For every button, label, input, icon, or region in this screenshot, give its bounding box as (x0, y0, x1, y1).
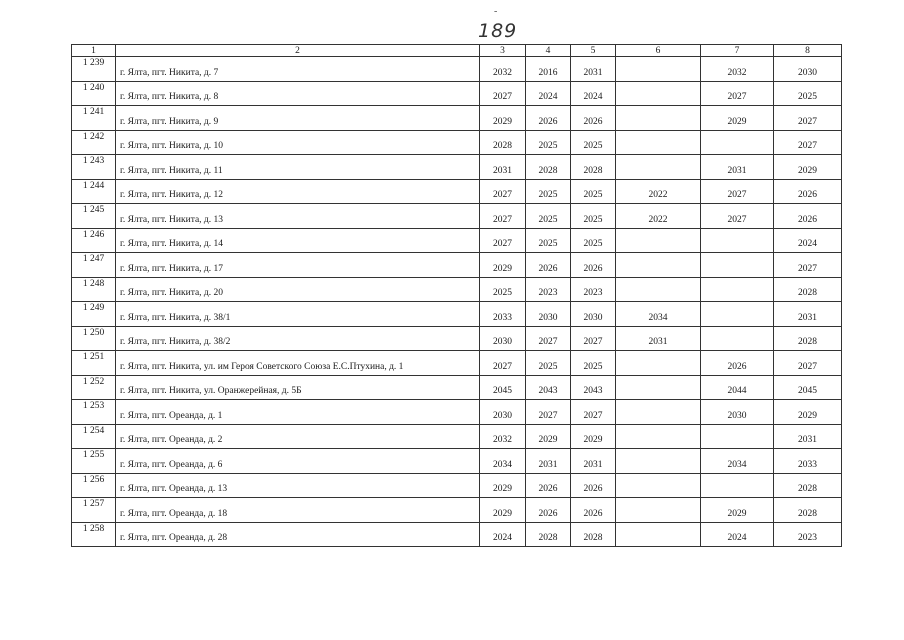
table-row (72, 498, 842, 523)
cell-col-3: 2025 (480, 277, 526, 302)
address-cell: г. Ялта, пгт. Ореанда, д. 1 (116, 400, 480, 425)
column-header-8: 8 (774, 45, 842, 57)
cell-col-3: 2029 (480, 106, 526, 131)
row-number: 1 253 (72, 400, 116, 425)
table-row (72, 204, 842, 229)
row-number: 1 247 (72, 253, 116, 278)
column-header-2: 2 (116, 45, 480, 57)
cell-col-4: 2016 (526, 57, 571, 82)
cell-col-7: 2029 (701, 106, 774, 131)
cell-col-5: 2026 (571, 253, 616, 278)
cell-col-4: 2024 (526, 81, 571, 106)
column-header-3: 3 (480, 45, 526, 57)
cell-col-5: 2043 (571, 375, 616, 400)
schedule-table (71, 44, 842, 547)
cell-col-4: 2043 (526, 375, 571, 400)
cell-col-3: 2024 (480, 522, 526, 547)
table-row (72, 375, 842, 400)
address-cell: г. Ялта, пгт. Никита, д. 8 (116, 81, 480, 106)
cell-col-4: 2025 (526, 204, 571, 229)
cell-col-7: 2044 (701, 375, 774, 400)
cell-col-4: 2028 (526, 522, 571, 547)
cell-col-8: 2023 (774, 522, 842, 547)
address-cell: г. Ялта, пгт. Никита, ул. им Героя Советского Союза Е.С.Птухина, д. 1 (116, 351, 480, 376)
cell-col-7 (701, 473, 774, 498)
cell-col-3: 2027 (480, 204, 526, 229)
cell-col-5: 2027 (571, 326, 616, 351)
row-number: 1 257 (72, 498, 116, 523)
address-cell: г. Ялта, пгт. Ореанда, д. 6 (116, 449, 480, 474)
cell-col-3: 2030 (480, 400, 526, 425)
cell-col-8: 2027 (774, 253, 842, 278)
cell-col-4: 2031 (526, 449, 571, 474)
table-row (72, 253, 842, 278)
table-row (72, 228, 842, 253)
column-header-6: 6 (616, 45, 701, 57)
cell-col-5: 2025 (571, 228, 616, 253)
cell-col-6 (616, 498, 701, 523)
cell-col-6 (616, 277, 701, 302)
table-row (72, 400, 842, 425)
table-row (72, 57, 842, 82)
cell-col-5: 2026 (571, 473, 616, 498)
table-row (72, 302, 842, 327)
table-row (72, 326, 842, 351)
cell-col-4: 2026 (526, 473, 571, 498)
cell-col-7 (701, 326, 774, 351)
row-number: 1 240 (72, 81, 116, 106)
cell-col-3: 2034 (480, 449, 526, 474)
cell-col-7 (701, 228, 774, 253)
cell-col-5: 2025 (571, 179, 616, 204)
cell-col-7 (701, 277, 774, 302)
table-row (72, 130, 842, 155)
cell-col-8: 2027 (774, 130, 842, 155)
cell-col-3: 2045 (480, 375, 526, 400)
cell-col-5: 2026 (571, 106, 616, 131)
cell-col-3: 2029 (480, 498, 526, 523)
cell-col-7 (701, 302, 774, 327)
table-row (72, 155, 842, 180)
row-number: 1 252 (72, 375, 116, 400)
page-number: 189 (478, 20, 518, 42)
address-cell: г. Ялта, пгт. Ореанда, д. 2 (116, 424, 480, 449)
row-number: 1 239 (72, 57, 116, 82)
cell-col-5: 2030 (571, 302, 616, 327)
cell-col-5: 2027 (571, 400, 616, 425)
cell-col-3: 2029 (480, 253, 526, 278)
row-number: 1 254 (72, 424, 116, 449)
cell-col-3: 2027 (480, 351, 526, 376)
row-number: 1 251 (72, 351, 116, 376)
cell-col-7 (701, 130, 774, 155)
table-row (72, 522, 842, 547)
cell-col-5: 2023 (571, 277, 616, 302)
address-cell: г. Ялта, пгт. Никита, д. 14 (116, 228, 480, 253)
cell-col-4: 2029 (526, 424, 571, 449)
cell-col-6 (616, 130, 701, 155)
cell-col-8: 2026 (774, 179, 842, 204)
cell-col-7 (701, 424, 774, 449)
cell-col-6 (616, 400, 701, 425)
cell-col-3: 2029 (480, 473, 526, 498)
cell-col-6 (616, 155, 701, 180)
address-cell: г. Ялта, пгт. Никита, д. 12 (116, 179, 480, 204)
cell-col-4: 2027 (526, 326, 571, 351)
cell-col-5: 2031 (571, 449, 616, 474)
cell-col-6 (616, 473, 701, 498)
cell-col-8: 2045 (774, 375, 842, 400)
cell-col-6 (616, 106, 701, 131)
table-row (72, 351, 842, 376)
address-cell: г. Ялта, пгт. Ореанда, д. 28 (116, 522, 480, 547)
address-cell: г. Ялта, пгт. Никита, ул. Оранжерейная, д. 5Б (116, 375, 480, 400)
cell-col-7: 2034 (701, 449, 774, 474)
row-number: 1 258 (72, 522, 116, 547)
column-header-1: 1 (72, 45, 116, 57)
cell-col-6 (616, 522, 701, 547)
cell-col-6: 2031 (616, 326, 701, 351)
row-number: 1 250 (72, 326, 116, 351)
row-number: 1 243 (72, 155, 116, 180)
cell-col-4: 2026 (526, 253, 571, 278)
cell-col-6 (616, 228, 701, 253)
column-header-5: 5 (571, 45, 616, 57)
cell-col-4: 2023 (526, 277, 571, 302)
cell-col-5: 2031 (571, 57, 616, 82)
cell-col-3: 2027 (480, 81, 526, 106)
row-number: 1 241 (72, 106, 116, 131)
cell-col-5: 2025 (571, 130, 616, 155)
cell-col-8: 2029 (774, 400, 842, 425)
cell-col-7: 2024 (701, 522, 774, 547)
cell-col-5: 2029 (571, 424, 616, 449)
column-header-7: 7 (701, 45, 774, 57)
cell-col-4: 2025 (526, 351, 571, 376)
cell-col-8: 2028 (774, 473, 842, 498)
cell-col-5: 2025 (571, 351, 616, 376)
cell-col-3: 2031 (480, 155, 526, 180)
cell-col-4: 2030 (526, 302, 571, 327)
cell-col-8: 2025 (774, 81, 842, 106)
cell-col-8: 2026 (774, 204, 842, 229)
cell-col-4: 2026 (526, 498, 571, 523)
address-cell: г. Ялта, пгт. Никита, д. 11 (116, 155, 480, 180)
cell-col-3: 2028 (480, 130, 526, 155)
cell-col-7: 2027 (701, 204, 774, 229)
cell-col-8: 2028 (774, 498, 842, 523)
cell-col-5: 2025 (571, 204, 616, 229)
cell-col-8: 2028 (774, 326, 842, 351)
cell-col-4: 2026 (526, 106, 571, 131)
cell-col-7: 2027 (701, 81, 774, 106)
row-number: 1 249 (72, 302, 116, 327)
cell-col-7: 2031 (701, 155, 774, 180)
cell-col-3: 2033 (480, 302, 526, 327)
table-row (72, 473, 842, 498)
cell-col-3: 2030 (480, 326, 526, 351)
row-number: 1 245 (72, 204, 116, 229)
address-cell: г. Ялта, пгт. Никита, д. 9 (116, 106, 480, 131)
cell-col-3: 2032 (480, 424, 526, 449)
cell-col-8: 2033 (774, 449, 842, 474)
row-number: 1 242 (72, 130, 116, 155)
cell-col-5: 2026 (571, 498, 616, 523)
cell-col-6 (616, 375, 701, 400)
header-row (72, 45, 842, 57)
address-cell: г. Ялта, пгт. Ореанда, д. 18 (116, 498, 480, 523)
table-row (72, 81, 842, 106)
table-row (72, 106, 842, 131)
cell-col-6 (616, 449, 701, 474)
cell-col-6 (616, 57, 701, 82)
address-cell: г. Ялта, пгт. Никита, д. 10 (116, 130, 480, 155)
row-number: 1 256 (72, 473, 116, 498)
cell-col-4: 2027 (526, 400, 571, 425)
cell-col-8: 2028 (774, 277, 842, 302)
cell-col-4: 2025 (526, 179, 571, 204)
row-number: 1 255 (72, 449, 116, 474)
cell-col-7: 2030 (701, 400, 774, 425)
cell-col-3: 2027 (480, 228, 526, 253)
address-cell: г. Ялта, пгт. Никита, д. 13 (116, 204, 480, 229)
cell-col-8: 2027 (774, 106, 842, 131)
top-mark: - (494, 6, 498, 17)
cell-col-5: 2028 (571, 522, 616, 547)
address-cell: г. Ялта, пгт. Никита, д. 38/1 (116, 302, 480, 327)
cell-col-8: 2031 (774, 302, 842, 327)
table-row (72, 424, 842, 449)
cell-col-7: 2027 (701, 179, 774, 204)
row-number: 1 244 (72, 179, 116, 204)
cell-col-6: 2022 (616, 204, 701, 229)
cell-col-3: 2032 (480, 57, 526, 82)
cell-col-4: 2025 (526, 130, 571, 155)
cell-col-8: 2031 (774, 424, 842, 449)
cell-col-3: 2027 (480, 179, 526, 204)
cell-col-6: 2022 (616, 179, 701, 204)
cell-col-6 (616, 351, 701, 376)
cell-col-6 (616, 81, 701, 106)
address-cell: г. Ялта, пгт. Никита, д. 7 (116, 57, 480, 82)
cell-col-8: 2029 (774, 155, 842, 180)
cell-col-6 (616, 424, 701, 449)
cell-col-6 (616, 253, 701, 278)
column-header-4: 4 (526, 45, 571, 57)
address-cell: г. Ялта, пгт. Никита, д. 38/2 (116, 326, 480, 351)
cell-col-8: 2030 (774, 57, 842, 82)
cell-col-8: 2024 (774, 228, 842, 253)
cell-col-4: 2028 (526, 155, 571, 180)
cell-col-5: 2028 (571, 155, 616, 180)
address-cell: г. Ялта, пгт. Никита, д. 20 (116, 277, 480, 302)
cell-col-6: 2034 (616, 302, 701, 327)
cell-col-5: 2024 (571, 81, 616, 106)
cell-col-4: 2025 (526, 228, 571, 253)
address-cell: г. Ялта, пгт. Никита, д. 17 (116, 253, 480, 278)
row-number: 1 246 (72, 228, 116, 253)
cell-col-7 (701, 253, 774, 278)
address-cell: г. Ялта, пгт. Ореанда, д. 13 (116, 473, 480, 498)
row-number: 1 248 (72, 277, 116, 302)
cell-col-8: 2027 (774, 351, 842, 376)
cell-col-7: 2026 (701, 351, 774, 376)
table-row (72, 449, 842, 474)
cell-col-7: 2032 (701, 57, 774, 82)
cell-col-7: 2029 (701, 498, 774, 523)
table-row (72, 179, 842, 204)
table-row (72, 277, 842, 302)
